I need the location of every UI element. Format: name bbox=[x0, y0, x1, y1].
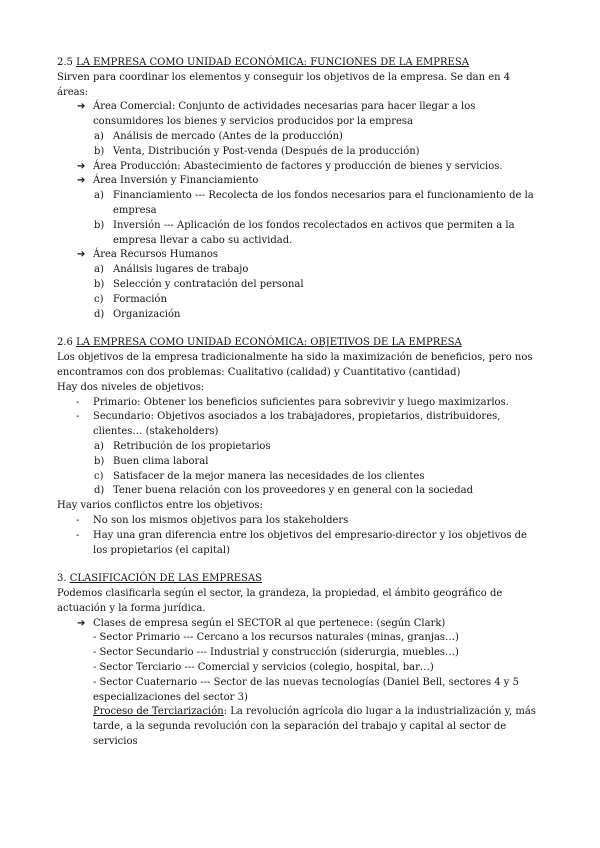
section-heading-2-6: 2.6 LA EMPRESA COMO UNIDAD ECONÓMICA: OBJETIVOS DE LA EMPRESA bbox=[57, 337, 462, 349]
list-item: d) Tener buena relación con los proveedores y en general con la sociedad bbox=[94, 485, 474, 497]
list-item: a) Análisis lugares de trabajo bbox=[94, 264, 249, 276]
terciarizacion-paragraph: Proceso de Terciarización: La revolución agrícola dio lugar a la industrialización y, más tarde, a la segunda revolución con la separación del trabajo y capital al sector de servicios bbox=[93, 706, 536, 748]
list-item: d) Organización bbox=[94, 308, 181, 320]
bullet-area-inversion: ➔ Área Inversión y Financiamiento bbox=[57, 174, 543, 189]
list-item: c) Satisfacer de la mejor manera las necesidades de los clientes bbox=[94, 470, 425, 482]
arrow-bullet-icon: ➔ bbox=[77, 175, 86, 187]
section-heading-3: 3. CLASIFICACIÓN DE LAS EMPRESAS bbox=[57, 573, 262, 585]
dash-item-secundario: - Secundario: Objetivos asociados a los trabajadores, propietarios, distribuidores, clientes… (stakeholders) bbox=[76, 411, 501, 438]
section-title: LA EMPRESA COMO UNIDAD ECONÓMICA: FUNCIONES DE LA EMPRESA bbox=[76, 57, 469, 68]
bullet-area-comercial: ➔ Área Comercial: Conjunto de actividades necesarias para hacer llegar a los consumidores los bienes y servicios producidos por la empresa bbox=[77, 101, 476, 128]
list-item: c) Formación bbox=[94, 293, 167, 305]
bullet-area-produccion: ➔ Área Producción: Abastecimiento de factores y producción de bienes y servicios. bbox=[57, 160, 543, 175]
dash-item: - Hay una gran diferencia entre los objetivos del empresario-director y los objetivos de los propietarios (el capital) bbox=[76, 529, 527, 556]
section-title: CLASIFICACIÓN DE LAS EMPRESAS bbox=[69, 573, 262, 585]
sector-line: - Sector Cuaternario --- Sector de las nuevas tecnologías (Daniel Bell, sectores 4 y 5 especializaciones del sector 3) bbox=[93, 676, 520, 703]
arrow-bullet-icon: ➔ bbox=[77, 101, 86, 113]
process-title: Proceso de Terciarización bbox=[93, 706, 224, 718]
list-item: a) Análisis de mercado (Antes de la producción) bbox=[94, 130, 343, 142]
paragraph: Hay varios conflictos entre los objetivos: bbox=[57, 500, 263, 512]
dash-item: - No son los mismos objetivos para los stakeholders bbox=[76, 514, 349, 526]
sector-line: - Sector Primario --- Cercano a los recursos naturales (minas, granjas…) bbox=[93, 632, 459, 644]
section-heading-2-5: 2.5 LA EMPRESA COMO UNIDAD ECONÓMICA: FUNCIONES DE LA EMPRESA bbox=[57, 57, 469, 68]
list-item: b) Selección y contratación del personal bbox=[94, 278, 304, 290]
sector-line: - Sector Terciario --- Comercial y servicios (colegio, hospital, bar…) bbox=[93, 662, 434, 674]
arrow-bullet-icon: ➔ bbox=[77, 160, 86, 172]
list-item: a) Retribución de los propietarios bbox=[94, 440, 271, 452]
list-item: b) Buen clima laboral bbox=[94, 455, 209, 467]
bullet-area-rrhh: ➔ Área Recursos Humanos bbox=[57, 248, 543, 263]
paragraph: Sirven para coordinar los elementos y conseguir los objetivos de la empresa. Se dan en 4 áreas: bbox=[57, 71, 511, 98]
paragraph: Podemos clasificarla según el sector, la grandeza, la propiedad, el ámbito geográfico de actuación y la forma jurídica. bbox=[57, 588, 503, 614]
list-item: b) Inversión --- Aplicación de los fondos recolectados en activos que permiten a la empresa llevar a cabo su actividad. bbox=[94, 219, 515, 246]
sector-line: - Sector Secundario --- Industrial y construcción (siderurgia, muebles…) bbox=[93, 647, 459, 659]
paragraph: Hay dos niveles de objetivos: bbox=[57, 381, 205, 393]
list-item: a) Financiamiento --- Recolecta de los fondos necesarios para el funcionamiento de la empresa bbox=[94, 190, 534, 216]
document-page bbox=[57, 56, 543, 750]
list-item: b) Venta, Distribución y Post-venda (Después de la producción) bbox=[94, 145, 420, 157]
section-title: LA EMPRESA COMO UNIDAD ECONÓMICA: OBJETIVOS DE LA EMPRESA bbox=[76, 337, 462, 349]
bullet-clases-sector: ➔ Clases de empresa según el SECTOR al que pertenece: (según Clark) bbox=[57, 617, 543, 632]
dash-item-primario: - Primario: Obtener los beneficios suficientes para sobrevivir y luego maximizarlos. bbox=[76, 396, 509, 408]
paragraph: Los objetivos de la empresa tradicionalmente ha sido la maximización de beneficios, pero nos encontramos con dos problemas: Cualitativo (calidad) y Cuantitativo (cantidad) bbox=[57, 352, 533, 378]
arrow-bullet-icon: ➔ bbox=[77, 249, 86, 261]
arrow-bullet-icon: ➔ bbox=[77, 617, 86, 629]
